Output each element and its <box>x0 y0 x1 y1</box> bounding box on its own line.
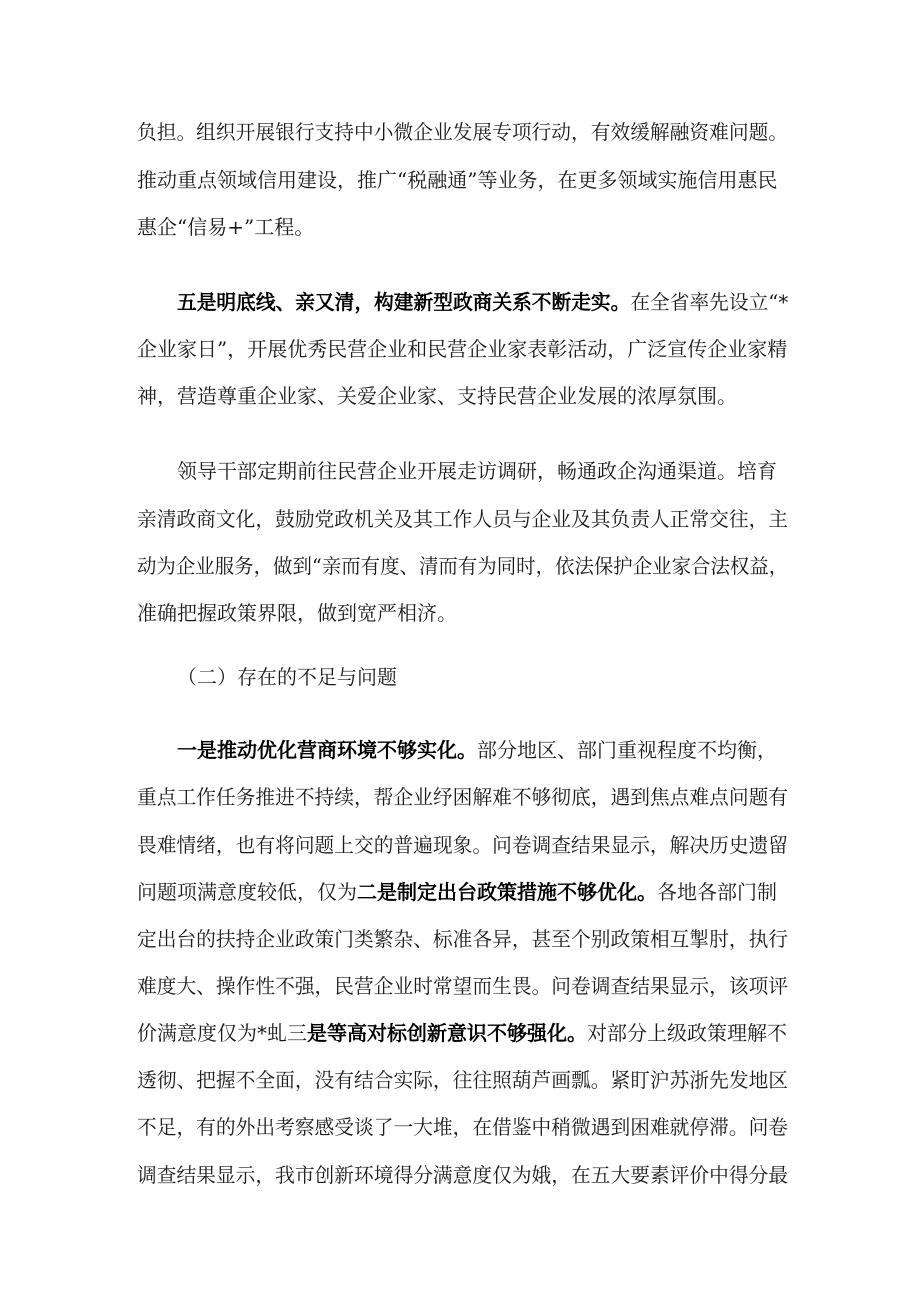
p4-line-4-end: 各地各部门制 <box>657 880 777 904</box>
p4-line-7 <box>137 1021 787 1045</box>
p4-line-1-rest: 部分地区、部门重视程度不均衡， <box>477 738 777 762</box>
p4-line-7-start: 价满意度仅为*虬三 <box>137 1021 307 1045</box>
p3-line-2: 亲清政商文化，鼓励党政机关及其工作人员与企业及其负责人正常交往，主 <box>137 507 789 531</box>
p4-bold-lead-2: 二是制定出台政策措施不够优化。 <box>357 880 657 904</box>
p4-line-1 <box>177 738 777 762</box>
p4-bold-lead-1: 一是推动优化营商环境不够实化。 <box>177 738 477 762</box>
p3-line-1: 领导干部定期前往民营企业开展走访调研，畅通政企沟通渠道。培育 <box>177 459 777 483</box>
p1-line-1: 负担。组织开展银行支持中小微企业发展专项行动，有效缓解融资难问题。 <box>137 120 789 144</box>
p2-line-3: 神，营造尊重企业家、关爱企业家、支持民营企业发展的浓厚氛围。 <box>137 384 737 408</box>
p4-line-9: 不足，有的外出考察感受谈了一大堆，在借鉴中稍微遇到困难就停滞。问卷 <box>137 1115 789 1139</box>
p4-bold-lead-3: 是等高对标创新意识不够强化。 <box>307 1021 587 1045</box>
p2-line-1-rest: 在全省率先设立“* <box>630 290 789 314</box>
p2-line-2: 企业家日”，开展优秀民营企业和民营企业家表彰活动，广泛宣传企业家精 <box>137 337 788 361</box>
p2-bold-lead: 五是明底线、亲又清，构建新型政商关系不断走实。 <box>177 290 631 314</box>
p1-line-2: 推动重点领域信用建设，推广“税融通”等业务，在更多领域实施信用惠民 <box>137 168 778 192</box>
p4-line-2: 重点工作任务推进不持续，帮企业纾困解难不够彻底，遇到焦点难点问题有 <box>137 785 789 809</box>
p3-line-4: 准确把握政策界限，做到宽严相济。 <box>137 601 457 625</box>
p4-line-3: 畏难情绪，也有将问题上交的普遍现象。问卷调查结果显示，解决历史遗留 <box>137 833 789 857</box>
p1-line-3: 惠企“信易+”工程。 <box>137 215 315 239</box>
p3-line-3: 动为企业服务，做到“亲而有度、清而有为同时，依法保护企业家合法权益， <box>137 554 789 578</box>
p4-line-10: 调查结果显示，我市创新环境得分满意度仅为娥，在五大要素评价中得分最 <box>137 1163 789 1187</box>
p4-line-6: 难度大、操作性不强，民营企业时常望而生畏。问卷调查结果显示，该项评 <box>137 974 789 998</box>
p4-line-4 <box>137 880 777 904</box>
section-heading: （二）存在的不足与问题 <box>177 665 397 689</box>
p4-line-5: 定出台的扶持企业政策门类繁杂、标准各异，甚至个别政策相互掣肘，执行 <box>137 927 789 951</box>
p4-line-7-end: 对部分上级政策理解不 <box>587 1021 787 1045</box>
p4-line-8: 透彻、把握不全面，没有结合实际，往往照葫芦画瓢。紧盯沪苏浙先发地区 <box>137 1068 789 1092</box>
p4-line-4-start: 问题项满意度较低，仅为 <box>137 880 357 904</box>
p2-line-1 <box>177 290 788 314</box>
